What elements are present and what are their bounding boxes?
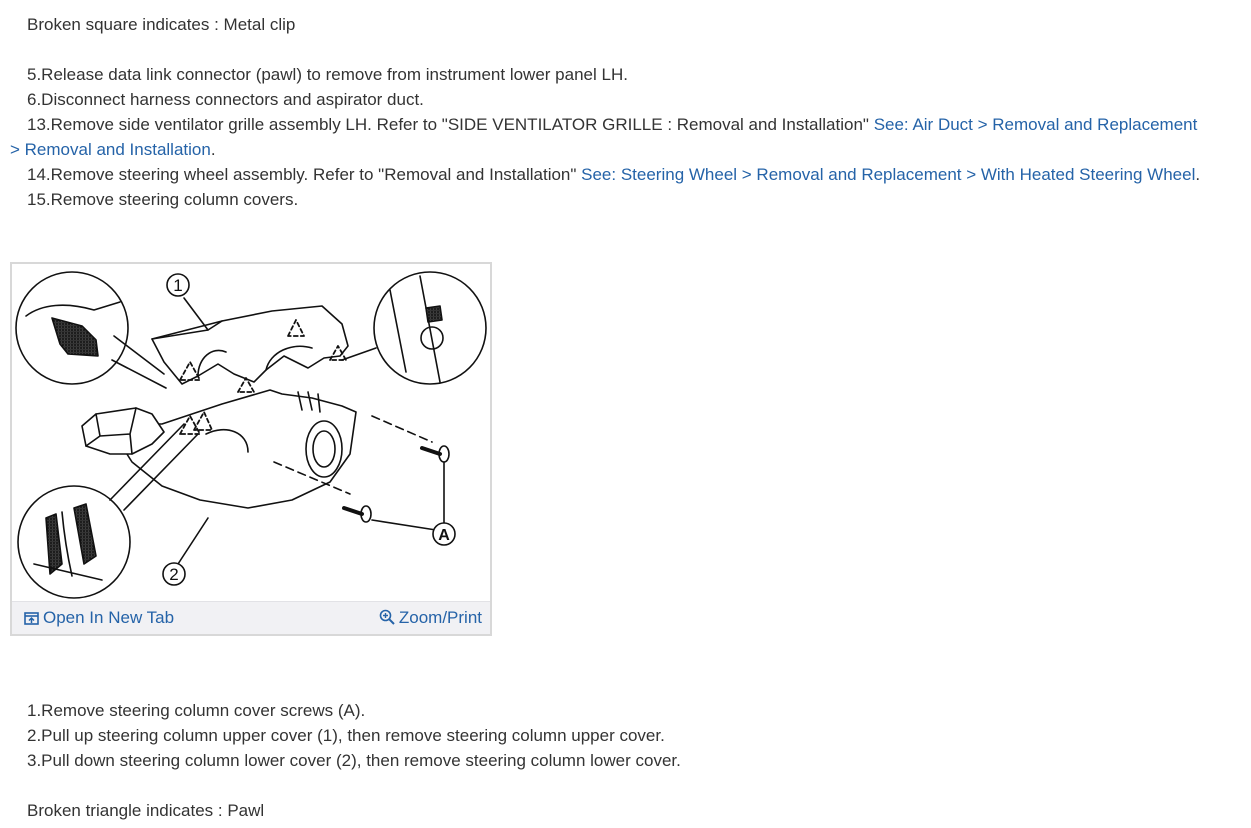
- step-13-cont: > Removal and Installation.: [10, 140, 216, 159]
- note-pawl: Broken triangle indicates : Pawl: [27, 801, 265, 820]
- callout-a: [433, 523, 455, 545]
- callout-1: [167, 274, 189, 296]
- open-in-new-tab-icon: [24, 612, 39, 625]
- step-6: 6.Disconnect harness connectors and aspirator duct.: [27, 90, 424, 109]
- open-in-new-tab-label: Open In New Tab: [43, 608, 175, 627]
- air-duct-link-cont[interactable]: > Removal and Installation: [10, 140, 211, 159]
- svg-text:A: A: [438, 527, 450, 544]
- step-13-text: 13.Remove side ventilator grille assembly LH. Refer to "SIDE VENTILATOR GRILLE : Removal and Installation": [27, 115, 874, 134]
- steering-wheel-link[interactable]: See: Steering Wheel > Removal and Replacement > With Heated Steering Wheel: [581, 165, 1196, 184]
- step-15: 15.Remove steering column covers.: [27, 190, 299, 209]
- upper-cover: [152, 306, 348, 384]
- step-13: [27, 115, 1197, 135]
- bottom-step-3: 3.Pull down steering column lower cover (2), then remove steering column lower cover.: [27, 751, 681, 770]
- bottom-step-1: 1.Remove steering column cover screws (A).: [27, 701, 366, 720]
- zoom-print-label: Zoom/Print: [398, 608, 482, 627]
- svg-text:1: 1: [173, 276, 183, 295]
- bottom-step-2: 2.Pull up steering column upper cover (1), then remove steering column upper cover.: [27, 726, 665, 745]
- detail-circle-upper-left: [16, 272, 166, 388]
- callout-2: [163, 563, 185, 585]
- detail-circle-upper-right: [342, 272, 486, 384]
- zoom-print-button[interactable]: [379, 608, 482, 628]
- note-metal-clip: Broken square indicates : Metal clip: [27, 15, 296, 34]
- lower-cover: [108, 390, 356, 508]
- air-duct-link[interactable]: See: Air Duct > Removal and Replacement: [873, 115, 1198, 134]
- open-in-new-tab-button[interactable]: [24, 608, 174, 628]
- steering-column-cover-figure: [10, 262, 492, 636]
- figure-toolbar: [12, 601, 490, 634]
- steering-column-diagram: [12, 264, 490, 602]
- zoom-in-icon: [379, 609, 395, 625]
- step-5: 5.Release data link connector (pawl) to remove from instrument lower panel LH.: [27, 65, 628, 84]
- step-14: 14.Remove steering wheel assembly. Refer to "Removal and Installation" See: Steering Wheel > Removal and Replacement > With Heated Steering Wheel.: [27, 165, 1201, 184]
- svg-text:2: 2: [169, 565, 179, 584]
- step-14-text: 14.Remove steering wheel assembly. Refer to "Removal and Installation": [27, 165, 582, 184]
